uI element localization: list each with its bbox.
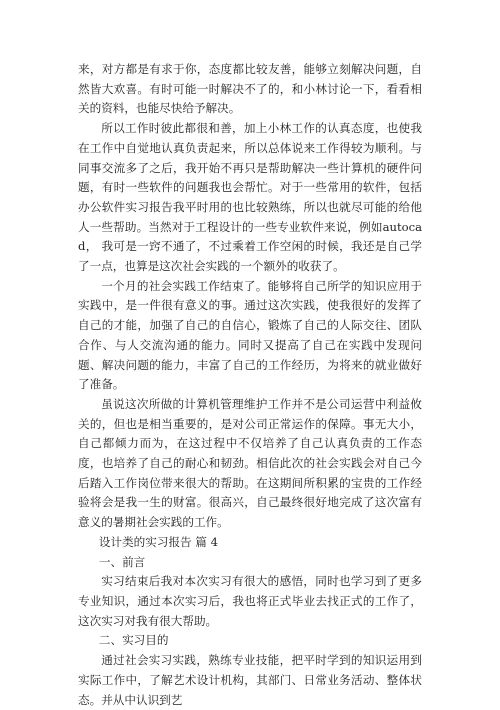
report-title-4: 设计类的实习报告 篇 4 bbox=[98, 534, 218, 549]
paragraph-practice-summary: 一个月的社会实践工作结束了。能够将自己所学的知识应用于实践中，是一件很有意义的事。通过这次实践，使我很好的发挥了自己的才能，加强了自己的自信心，锻炼了自己的人际交往、团队合作、与人交流沟通的能力。同时又提高了自己在实践中发现问题、解决问题的能力，丰富了自己的工作经历，为将来的就业做好了准备。 bbox=[78, 278, 422, 392]
document-body bbox=[78, 60, 422, 710]
paragraph-continuation: 来，对方都是有求于你，态度都比较友善，能够立刻解决问题，自然皆大欢喜。有时可能一时解决不了的，和小林讨论一下，看看相关的资料，也能尽快给予解决。 bbox=[78, 62, 422, 116]
paragraph-software-help: 所以工作时彼此都很和善，加上小林工作的认真态度，也使我在工作中自觉地认真负责起来，所以总体说来工作得较为顺利。与同事交流多了之后，我开始不再只是帮助解决一些计算机的硬件问题，有时一些软件的问题我也会帮忙。对于一些常用的软件，包括办公软件实习报告我平时用的也比较熟练，所以也就尽可能的给他人一些帮助。当然对于工程设计的一些专业软件来说，例如autocad， 我可是一窍不通了，不过乘着工作空闲的时候，我还是自己学了一点，也算是这次社会实践的一个额外的收获了。 bbox=[78, 121, 422, 274]
paragraph-purpose: 通过社会实习实践，熟练专业技能，把平时学到的知识运用到实际工作中，了解艺术设计机构，其部门、日常业务活动、整体状态。并从中认识到艺 bbox=[78, 653, 422, 707]
paragraph-conclusion: 虽说这次所做的计算机管理维护工作并不是公司运营中利益攸关的，但也是相当重要的，是对公司正常运作的保障。事无大小，自己都倾力而为，在这过程中不仅培养了自己认真负责的工作态度，也培养了自己的耐心和韧劲。相信此次的社会实践会对自己今后踏入工作岗位带来很大的帮助。在这期间所积累的宝贵的工作经验将会是我一生的财富。很高兴，自己最终很好地完成了这次富有意义的暑期社会实践的工作。 bbox=[78, 396, 422, 530]
section-heading-purpose: 二、实习目的 bbox=[98, 633, 169, 648]
section-heading-preface: 一、前言 bbox=[98, 554, 146, 569]
paragraph-preface: 实习结束后我对本次实习有很大的感悟，同时也学习到了更多专业知识，通过本次实习后，我也将正式毕业去找正式的工作了，这次实习对我有很大帮助。 bbox=[78, 574, 422, 628]
